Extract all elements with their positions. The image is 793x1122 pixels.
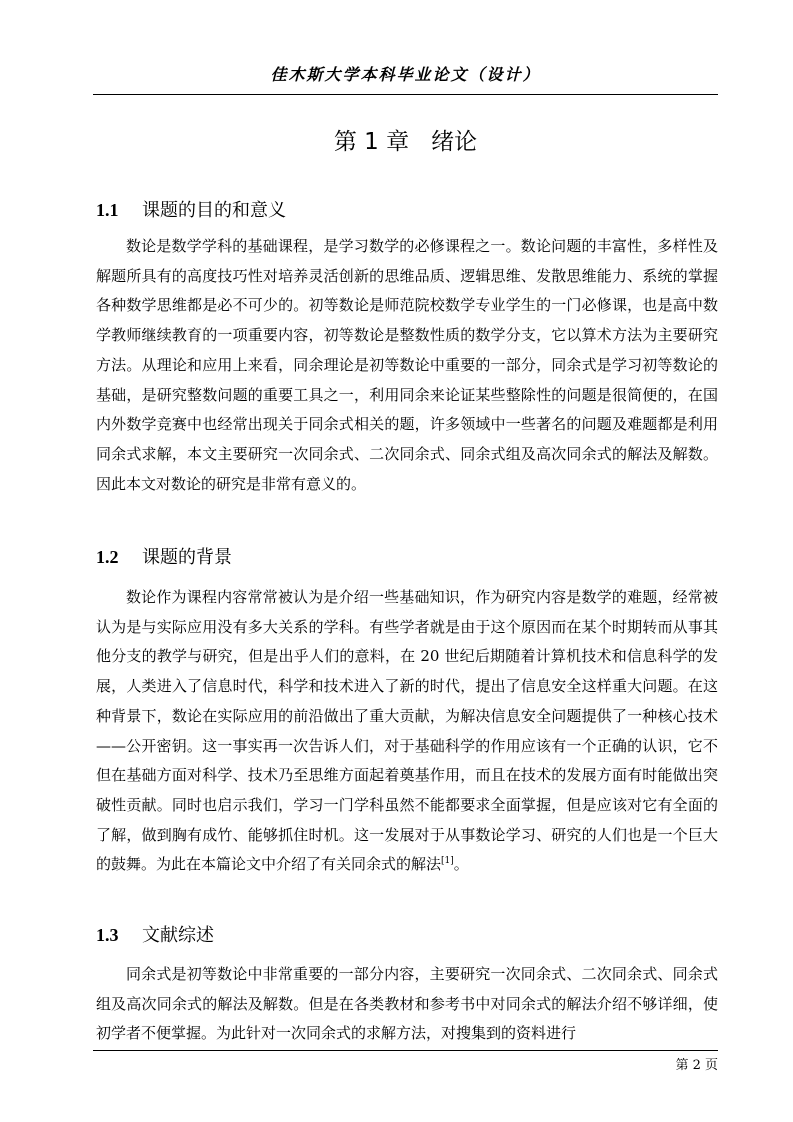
section-title: 课题的目的和意义 [142,200,286,221]
section-title: 文献综述 [142,925,214,946]
section-1-1-paragraph: 数论是数学学科的基础课程，是学习数学的必修课程之一。数论问题的丰富性，多样性及解题所具有的高度技巧性对培养灵活创新的思维品质、逻辑思维、发散思维能力、系统的掌握各种数学思维都是必不可少的。初等数论是师范院校数学专业学生的一门必修课，也是高中数学教师继续教育的一项重要内容，初等数论是整数性质的数学分支，它以算术方法为主要研究方法。从理论和应用上来看，同余理论是初等数论中重要的一部分，同余式是学习初等数论的基础，是研究整数问题的重要工具之一，利用同余来论证某些整除性的问题是很简便的，在国内外数学竞赛中也经常出现关于同余式相关的题，许多领域中一些著名的问题及难题都是利用同余式求解，本文主要研究一次同余式、二次同余式、同余式组及高次同余式的解法及解数。因此本文对数论的研究是非常有意义的。 [96,237,718,493]
footer-rule [93,1050,718,1051]
section-number: 1.3 [96,925,119,945]
section-heading-1-2 [96,545,706,570]
section-number: 1.2 [96,547,119,567]
chapter-title [93,123,718,156]
page-number: 第 2 页 [675,1058,718,1073]
citation-ref: [1] [441,856,454,867]
chapter-name: 绪论 [431,129,478,155]
section-1-3-paragraph: 同余式是初等数论中非常重要的一部分内容，主要研究一次同余式、二次同余式、同余式组及高次同余式的解法及解数。但是在各类教材和参考书中对同余式的解法介绍不够详细，使初学者不便掌握。为此针对一次同余式的求解方法，对搜集到的资料进行 [96,965,718,1043]
section-title: 课题的背景 [142,547,232,568]
paragraph-text: 数论作为课程内容常常被认为是介绍一些基础知识，作为研究内容是数学的难题，经常被认为是与实际应用没有多大关系的学科。有些学者就是由于这个原因而在某个时期转而从事其他分支的教学与研究，但是出乎人们的意料，在 20 世纪后期随着计算机技术和信息科学的发展，人类进入了信息时代，科学和技术进入了新的时代，提出了信息安全这样重大问题。在这种背景下，数论在实际应用的前沿做出了重大贡献，为解决信息安全问题提供了一种核心技术——公开密钥。这一事实再一次告诉人们，对于基础科学的作用应该有一个正确的认识，它不但在基础方面对科学、技术乃至思维方面起着奠基作用，而且在技术的发展方面有时能做出突破性贡献。同时也启示我们，学习一门学科虽然不能都要求全面掌握，但是应该对它有全面的了解，做到胸有成竹、能够抓住时机。这一发展对于从事数论学习、研究的人们也是一个巨大的鼓舞。为此在本篇论文中介绍了有关同余式的解法 [96,588,718,874]
paragraph-end: 。 [453,855,469,874]
section-1-2-paragraph [96,583,718,880]
section-heading-1-1 [96,198,706,223]
running-head: 佳木斯大学本科毕业论文（设计） [270,65,541,84]
section-heading-1-3 [96,923,706,948]
chapter-number: 第 1 章 [333,129,410,155]
section-number: 1.1 [96,200,119,220]
header-rule [93,94,718,95]
